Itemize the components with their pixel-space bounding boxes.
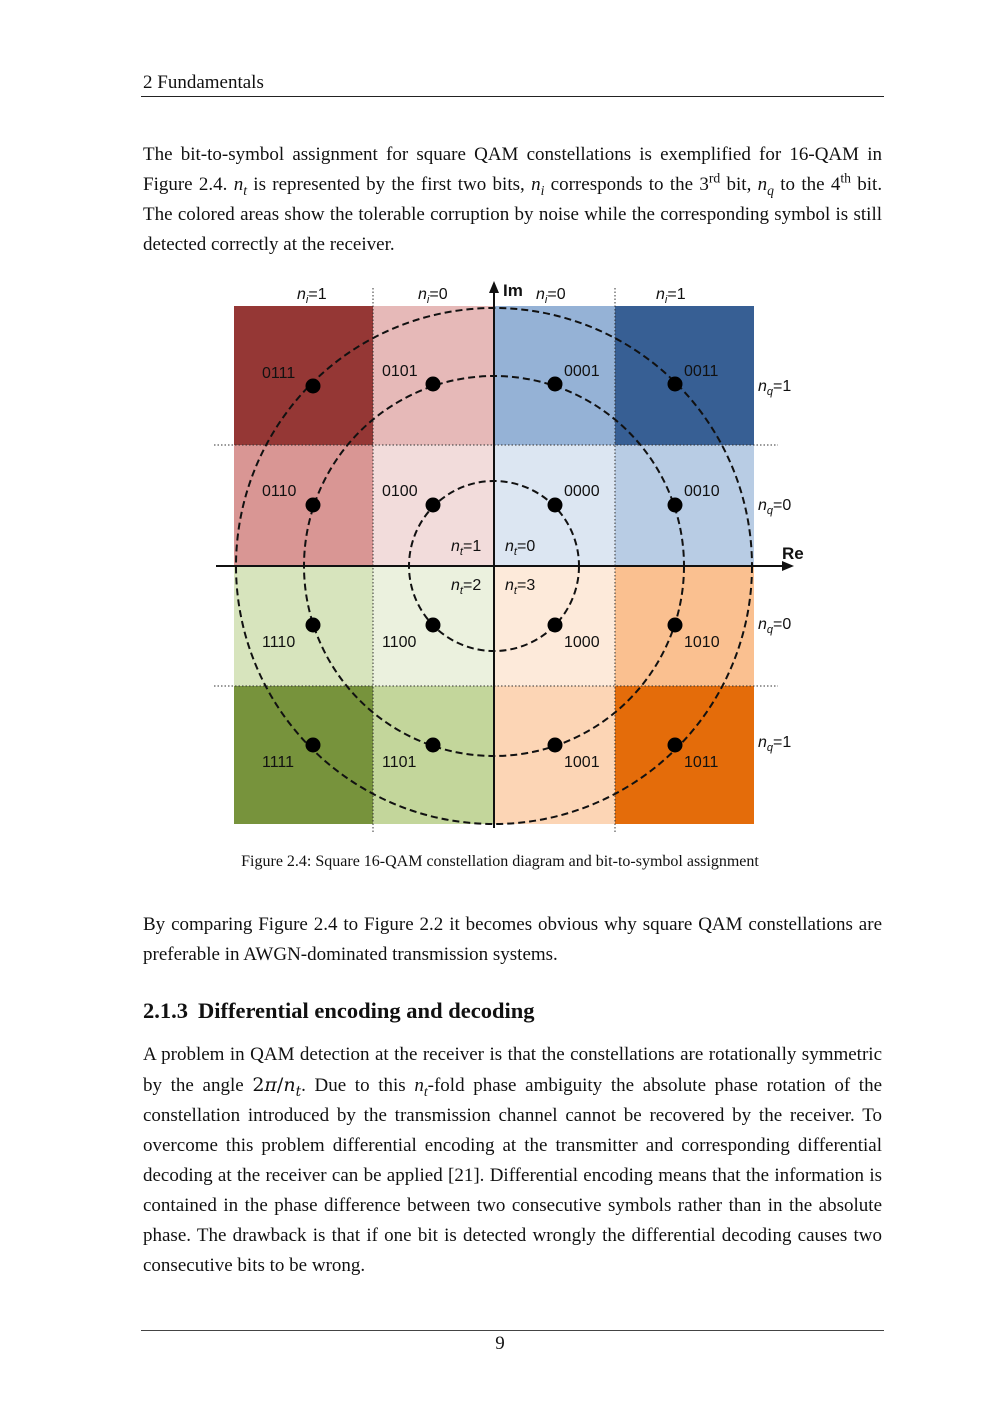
formula-pi: π xyxy=(264,1074,277,1096)
diff-text-2: . Due to this xyxy=(301,1075,406,1096)
nq-label: $n_q=1$ xyxy=(758,734,792,754)
nq-label: $n_q=1$ xyxy=(758,378,792,398)
point-1110 xyxy=(306,618,321,633)
footer-rule xyxy=(141,1330,884,1331)
cell-0111 xyxy=(234,306,373,445)
section-title: Differential encoding and decoding xyxy=(198,998,535,1023)
page-number: 9 xyxy=(495,1333,505,1354)
im-axis-arrow xyxy=(489,281,499,293)
symbol-label: 0101 xyxy=(382,363,418,380)
cell-1010 xyxy=(615,566,754,686)
formula-n: n xyxy=(283,1074,296,1096)
nt-label: $n_t=2$ xyxy=(451,577,482,597)
symbol-label: 0110 xyxy=(262,483,297,500)
nt-label: $n_t=0$ xyxy=(505,538,536,558)
symbol-label: 0011 xyxy=(684,363,719,380)
diff-text-3: -fold phase ambiguity the absolute phase rotation of the constellation introduced by the transmission channel cannot be recovered by the receiver. To overcome this problem differential encoding at the transmitter and corresponding differential decoding at the receiver can be applied [21]. Differential encoding means that the information is contained in the phase difference between two consecutive symbols rather than in the absolute phase. The drawback is that if one bit is detected wrongly the differential decoding causes two consecutive bits to be wrong. xyxy=(143,1075,883,1276)
symbol-label: 1100 xyxy=(382,634,417,651)
formula-sub: t xyxy=(295,1083,302,1100)
formula-slash: / xyxy=(276,1074,284,1096)
cell-1111 xyxy=(234,686,373,824)
nt-label: $n_t=3$ xyxy=(505,577,536,597)
intro-text-5: to the 4 xyxy=(780,174,841,195)
cell-1110 xyxy=(234,566,373,686)
differential-paragraph xyxy=(143,1040,882,1281)
ni-sub: i xyxy=(540,182,545,198)
symbol-label: 1110 xyxy=(262,634,296,651)
section-number: 2.1.3 xyxy=(143,998,188,1023)
point-1111 xyxy=(306,738,321,753)
figure-caption: Figure 2.4: Square 16-QAM constellation diagram and bit-to-symbol assignment xyxy=(241,853,759,870)
point-1011 xyxy=(668,738,683,753)
ni-var: n xyxy=(531,174,541,195)
section-heading xyxy=(143,998,534,1024)
angle-formula xyxy=(252,1074,302,1100)
ni-label: $n_i=1$ xyxy=(656,286,686,306)
intro-text-4: bit, xyxy=(726,174,752,195)
symbol-label: 0100 xyxy=(382,483,418,500)
ni-label: $n_i=0$ xyxy=(418,286,448,306)
nq-label: $n_q=0$ xyxy=(758,497,792,517)
nt-var: n xyxy=(233,174,244,195)
symbol-label: 1000 xyxy=(564,634,600,651)
point-0010 xyxy=(668,498,683,513)
diff-text-1: A problem in QAM detection at the receiver is that the constellations are rotationally symmetric by the angle xyxy=(143,1044,882,1096)
point-0011 xyxy=(668,377,683,392)
symbol-label: 1111 xyxy=(262,754,295,771)
symbol-label: 1101 xyxy=(382,754,417,771)
point-1100 xyxy=(426,618,441,633)
cell-0110 xyxy=(234,445,373,566)
nq-var: n xyxy=(757,174,768,195)
comparison-paragraph: By comparing Figure 2.4 to Figure 2.2 it becomes obvious why square QAM constellations are preferable in AWGN-dominated transmission systems. xyxy=(143,914,882,965)
running-header: 2 Fundamentals xyxy=(143,72,264,93)
im-axis-label: Im xyxy=(503,281,523,300)
point-0110 xyxy=(306,498,321,513)
point-0100 xyxy=(426,498,441,513)
symbol-label: 0010 xyxy=(684,483,720,500)
cell-0010 xyxy=(615,445,754,566)
point-0001 xyxy=(548,377,563,392)
formula-two: 2 xyxy=(252,1074,265,1096)
nt-var-2: n xyxy=(414,1075,424,1096)
intro-text-2: is represented by the first two bits, xyxy=(253,174,525,195)
ni-label: $n_i=1$ xyxy=(297,286,327,306)
symbol-label: 0000 xyxy=(564,483,600,500)
symbol-label: 1010 xyxy=(684,634,720,651)
symbol-label: 0111 xyxy=(262,365,296,382)
nt-sub-2: t xyxy=(423,1083,428,1099)
nt-sub: t xyxy=(243,182,247,198)
point-1010 xyxy=(668,618,683,633)
intro-text-6: bit. The colored areas show the tolerable corruption by noise while the corresponding symbol is still detected correctly at the receiver. xyxy=(143,174,883,255)
point-0111 xyxy=(306,379,321,394)
point-0000 xyxy=(548,498,563,513)
th-sup: th xyxy=(840,170,851,186)
intro-text-1: The bit-to-symbol assignment for square QAM constellations is exemplified for 16-QAM in Figure 2.4. xyxy=(143,144,882,195)
symbol-label: 1011 xyxy=(684,754,719,771)
intro-text-3: corresponds to the 3 xyxy=(550,174,709,195)
point-1001 xyxy=(548,738,563,753)
point-1101 xyxy=(426,738,441,753)
symbol-label: 1001 xyxy=(564,754,600,771)
ni-label: $n_i=0$ xyxy=(536,286,566,306)
rd-sup: rd xyxy=(708,170,721,186)
nq-sub: q xyxy=(767,182,774,198)
point-0101 xyxy=(426,377,441,392)
nt-label: $n_t=1$ xyxy=(451,538,482,558)
symbol-label: 0001 xyxy=(564,363,600,380)
point-1000 xyxy=(548,618,563,633)
nq-label: $n_q=0$ xyxy=(758,616,792,636)
re-axis-label: Re xyxy=(782,544,804,563)
